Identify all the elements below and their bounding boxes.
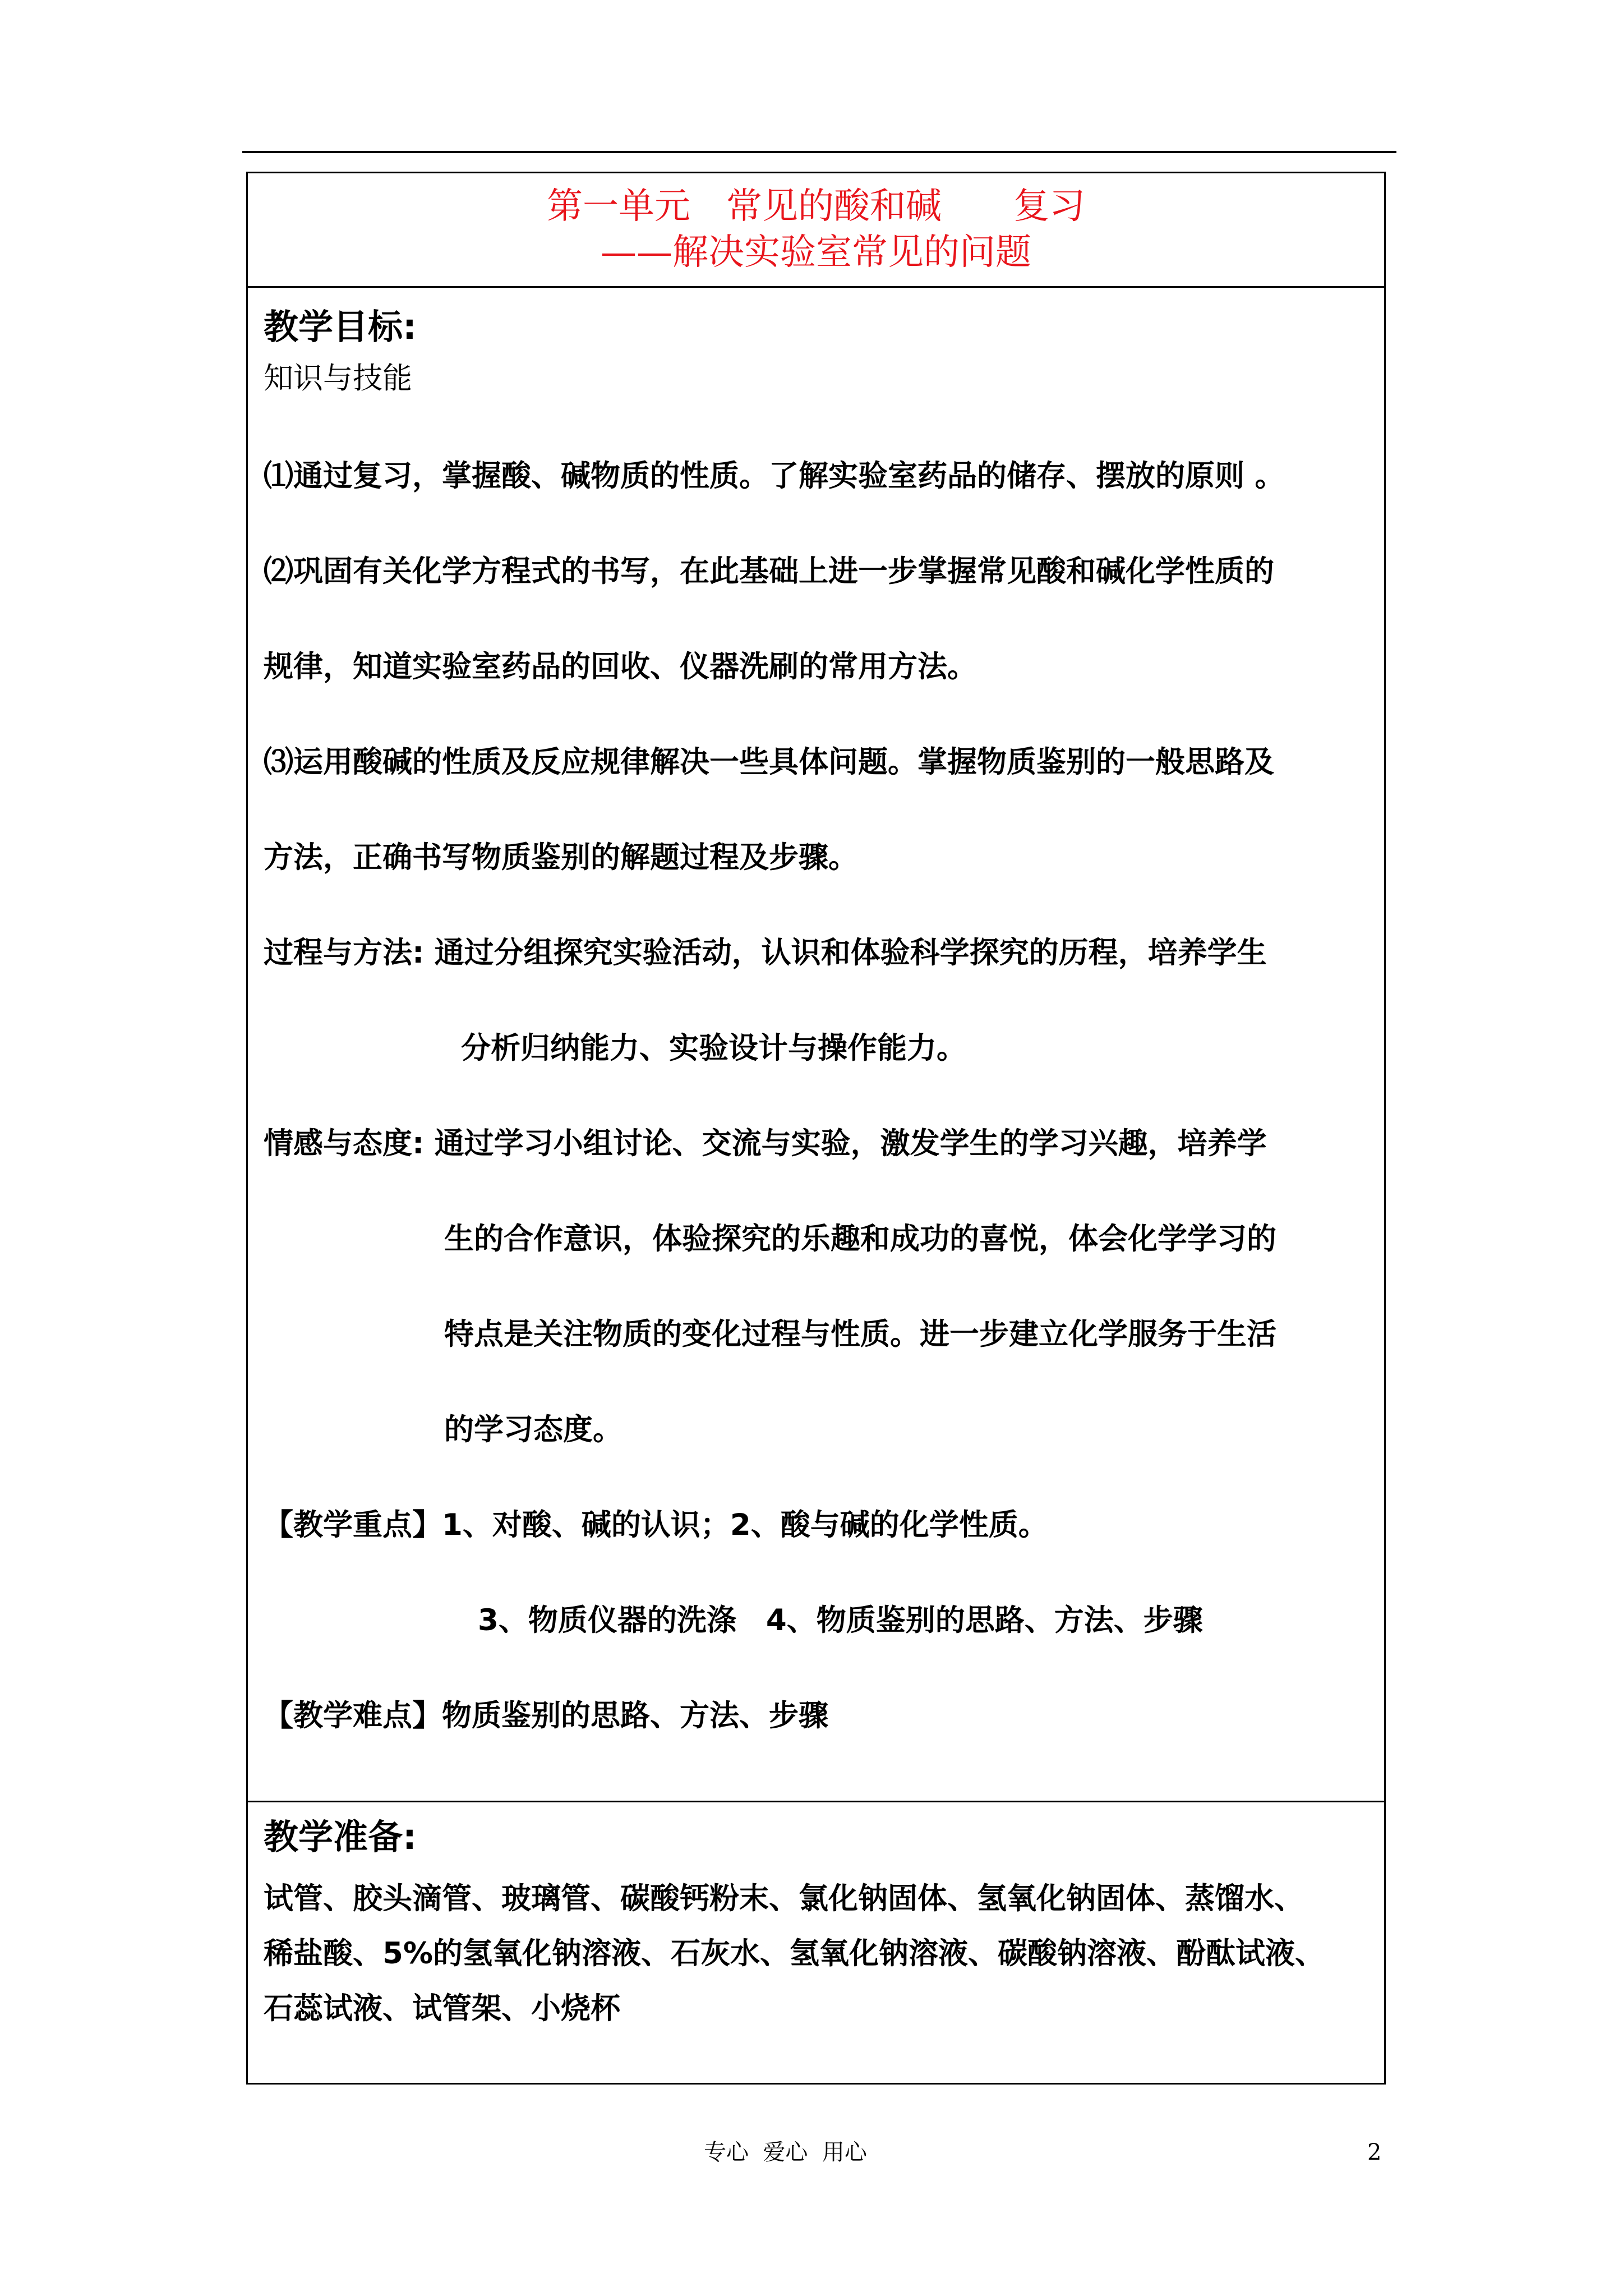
emotion-attitude-line-2: 生的合作意识，体验探究的乐趣和成功的喜悦，体会化学学习的 <box>444 1222 1276 1256</box>
objectives-heading: 教学目标: <box>264 306 417 347</box>
page-number: 2 <box>1367 2139 1382 2165</box>
emotion-attitude-line-1: 情感与态度: 通过学习小组讨论、交流与实验，激发学生的学习兴趣，培养学 <box>264 1126 1267 1161</box>
footer-motto: 专心 爱心 用心 <box>704 2139 867 2165</box>
title-line-2: ——解决实验室常见的问题 <box>601 232 1031 273</box>
objectives-cell <box>248 288 1384 1802</box>
key-points-line-1: 【教学重点】1、对酸、碱的认识；2、酸与碱的化学性质。 <box>264 1508 1048 1542</box>
title-line-1: 第一单元 常见的酸和碱 复习 <box>547 186 1085 227</box>
process-method-line-2: 分析归纳能力、实验设计与操作能力。 <box>461 1031 966 1065</box>
preparation-line-1: 试管、胶头滴管、玻璃管、碳酸钙粉末、氯化钠固体、氢氧化钠固体、蒸馏水、 <box>264 1881 1304 1916</box>
objective-item-3-line-1: ⑶运用酸碱的性质及反应规律解决一些具体问题。掌握物质鉴别的一般思路及 <box>264 745 1274 779</box>
process-method-line-1: 过程与方法: 通过分组探究实验活动，认识和体验科学探究的历程，培养学生 <box>264 936 1267 970</box>
preparation-cell <box>248 1802 1384 2085</box>
preparation-line-3: 石蕊试液、试管架、小烧杯 <box>264 1991 620 2026</box>
preparation-line-2: 稀盐酸、5%的氢氧化钠溶液、石灰水、氢氧化钠溶液、碳酸钠溶液、酚酞试液、 <box>264 1936 1325 1971</box>
objective-item-1: ⑴通过复习，掌握酸、碱物质的性质。了解实验室药品的储存、摆放的原则 。 <box>264 459 1285 493</box>
objective-item-2-line-1: ⑵巩固有关化学方程式的书写，在此基础上进一步掌握常见酸和碱化学性质的 <box>264 554 1274 588</box>
preparation-heading: 教学准备: <box>264 1816 417 1857</box>
key-points-line-2: 3、物质仪器的洗涤 4、物质鉴别的思路、方法、步骤 <box>478 1603 1203 1637</box>
emotion-attitude-line-3: 特点是关注物质的变化过程与性质。进一步建立化学服务于生活 <box>444 1317 1276 1351</box>
knowledge-skills-heading: 知识与技能 <box>264 361 412 395</box>
emotion-attitude-line-4: 的学习态度。 <box>444 1412 623 1447</box>
difficult-points: 【教学难点】物质鉴别的思路、方法、步骤 <box>264 1699 828 1733</box>
lesson-plan-table <box>246 172 1386 2085</box>
objective-item-3-line-2: 方法，正确书写物质鉴别的解题过程及步骤。 <box>264 840 858 875</box>
objective-item-2-line-2: 规律，知道实验室药品的回收、仪器洗刷的常用方法。 <box>264 650 977 684</box>
title-cell <box>248 173 1384 288</box>
header-rule <box>242 151 1396 153</box>
